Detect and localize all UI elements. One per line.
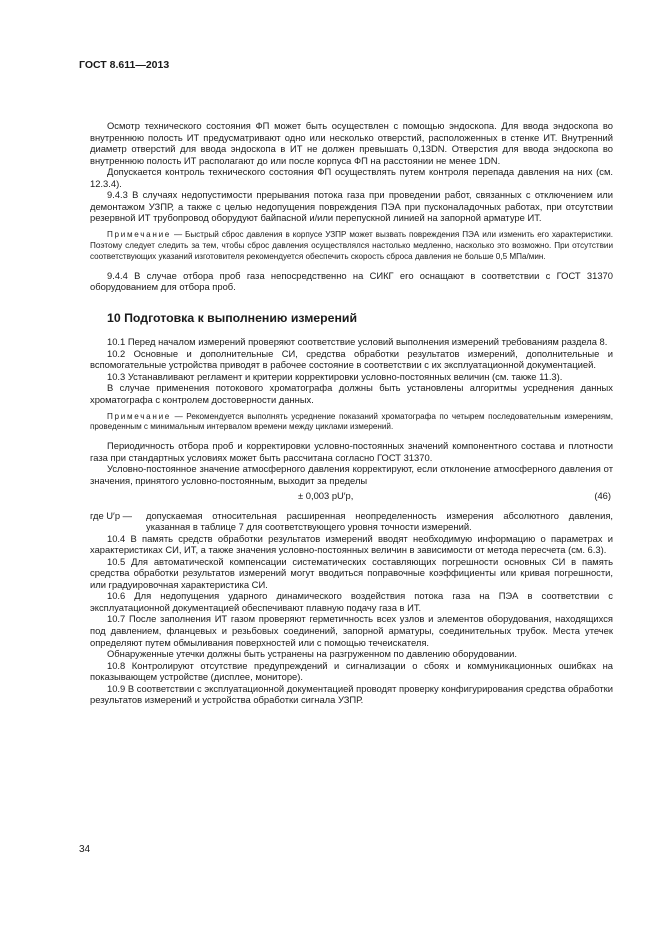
note-pressure-release <box>90 230 613 263</box>
section-title: 10 Подготовка к выполнению измерений <box>107 310 358 325</box>
formula-expression: ± 0,003 pU′p, <box>298 489 354 501</box>
where-text: допускаемая относительная расширенная неопределенность измерения абсолютного давления, указанная в таблице 7 для соответствующего уровня точности измерений. <box>146 509 613 533</box>
paragraph-10-3: 10.3 Устанавливают регламент и критерии корректировки условно-постоянных величин (см. также 11.3). <box>107 370 563 382</box>
note-text: — Быстрый сброс давления в корпусе УЗПР может вызвать повреждения ПЭА или изменить его характеристики. Поэтому следует следить за тем, чтобы сброс давления осуществлялся настолько медленно, насколько это возможно. При отсутствии соответствующих указаний изготовителя рекомендуется обеспечить скорость сброса давления не больше 0,5 МПа/мин. <box>90 229 613 261</box>
document-id-header: ГОСТ 8.611—2013 <box>79 59 170 71</box>
paragraph-10-9: 10.9 В соответствии с эксплуатационной документацией проводят проверку конфигурирования средства обработки результатов измерений и устройства обработки сигнала УЗПР. <box>90 682 613 706</box>
paragraph-10-2: 10.2 Основные и дополнительные СИ, средства обработки результатов измерений, дополнительные и вспомогательные устройства приводят в рабочее состояние в соответствии с их эксплуатационной документацией. <box>90 347 613 371</box>
formula-46 <box>90 490 613 509</box>
document-body <box>90 120 613 706</box>
paragraph-9-4-4: 9.4.4 В случае отбора проб газа непосредственно на СИКГ его оснащают в соответствии с ГОСТ 31370 оборудованием для отбора проб. <box>90 269 613 293</box>
paragraph-leak-repair: Обнаруженные утечки должны быть устранены на разгруженном по давлению оборудовании. <box>107 648 517 660</box>
paragraph-10-1: 10.1 Перед началом измерений проверяют соответствие условий выполнения измерений требованиям раздела 8. <box>107 336 608 348</box>
paragraph-10-6: 10.6 Для недопущения ударного динамического воздействия потока газа на ПЭА в соответствии с эксплуатационной документацией обеспечивают плавную подачу газа в ИТ. <box>90 590 613 613</box>
paragraph-10-7: 10.7 После заполнения ИТ газом проверяют герметичность всех узлов и элементов оборудования, находящихся под давлением, фланцевых и резьбовых соединений, запорной арматуры, соединительных трубок. Места утечек определяют путем обмыливания поверхностей или с помощью течеискателя. <box>90 613 613 648</box>
paragraph-chromatograph-averaging: В случае применения потокового хроматографа должны быть установлены алгоритмы усреднения данных хроматографа с контролем достоверности данных. <box>90 382 613 406</box>
note-text: — Рекомендуется выполнять усреднение показаний хроматографа по четырем последовательным измерениям, проведенным с минимальным интервалом времени между циклами измерений. <box>90 411 613 432</box>
paragraph-10-4: 10.4 В память средств обработки результатов измерений вводят необходимую информацию о параметрах и характеристиках СИ, ИТ, а также значения условно-постоянных величин в зависимости от метода пересчета (см. 6.3). <box>90 532 613 556</box>
formula-number: (46) <box>594 489 611 501</box>
formula-explanation <box>90 510 613 533</box>
where-label: где U′p — <box>90 509 133 521</box>
paragraph-pressure-drop-control: Допускается контроль технического состояния ФП осуществлять путем контроля перепада давления на них (см. 12.3.4). <box>90 166 613 189</box>
note-chromatograph <box>90 412 613 434</box>
paragraph-sampling-periodicity: Периодичность отбора проб и корректировки условно-постоянных значений компонентного состава и плотности газа при стандартных условиях может быть рассчитана согласно ГОСТ 31370. <box>90 440 613 463</box>
paragraph-10-5: 10.5 Для автоматической компенсации систематических составляющих погрешности основных СИ в память средства обработки результатов измерений могут вводиться поправочные коэффициенты или кривая погрешности, или градуировочная характеристика СИ. <box>90 555 613 590</box>
note-label: Примечание <box>107 229 172 239</box>
paragraph-endoscope-inspection: Осмотр технического состояния ФП может быть осуществлен с помощью эндоскопа. Для ввода эндоскопа во внутреннюю полость ИТ предусматривают одно или несколько отверстий, расположенных в стенке ИТ. Внутренний диаметр отверстий для ввода эндоскопа в ИТ не должен превышать 0,13DN. Отверстия для ввода эндоскопа во внутреннюю полость ИТ располагают до или после корпуса ФП на расстоянии не менее 1DN. <box>90 120 613 166</box>
page-number: 34 <box>79 844 91 855</box>
paragraph-atmospheric-pressure: Условно-постоянное значение атмосферного давления корректируют, если отклонение атмосферного давления от значения, принятого условно-постоянным, выходит за пределы <box>90 463 613 487</box>
paragraph-9-4-3: 9.4.3 В случаях недопустимости прерывания потока газа при проведении работ, связанных с отключением или демонтажом УЗПР, а также с целью недопущения повреждения ПЭА при пусконаладочных работах, при отсутствии резервной ИТ трубопровод оборудуют байпасной и/или перепускной линией на запорной арматуре ИТ. <box>90 189 613 224</box>
paragraph-10-8: 10.8 Контролируют отсутствие предупреждений и сигнализации о сбоях и коммуникационных ошибках на показывающем устройстве (дисплее, мониторе). <box>90 659 613 683</box>
note-label: Примечание <box>107 411 172 421</box>
